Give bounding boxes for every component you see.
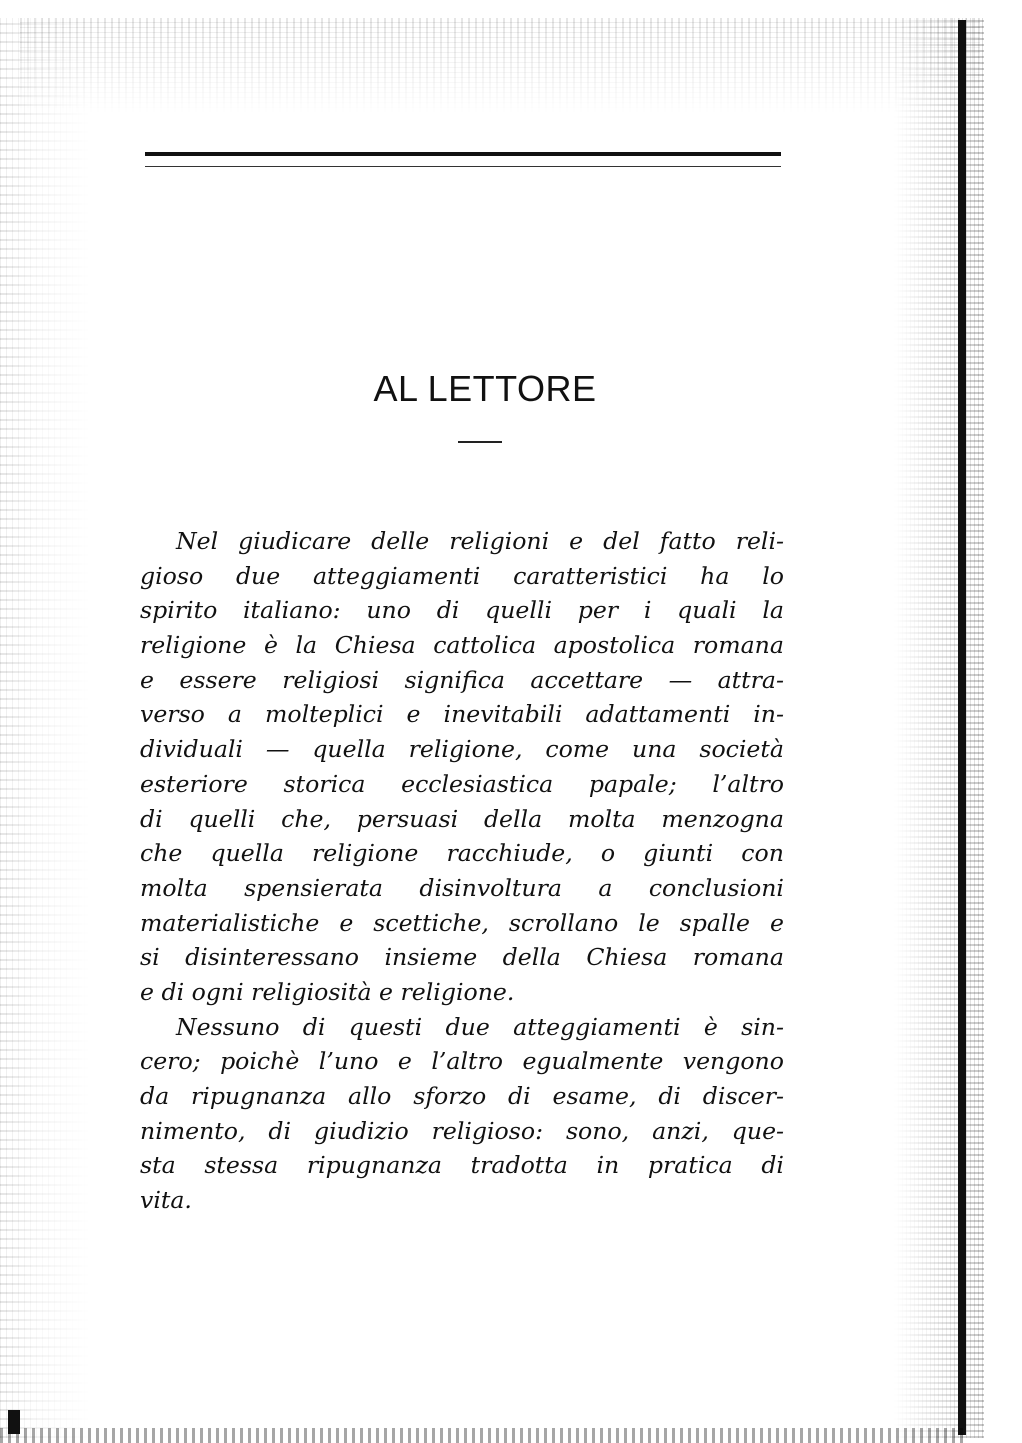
scan-noise-top <box>20 18 980 113</box>
header-rule-thick <box>145 152 781 156</box>
corner-mark <box>8 1410 20 1434</box>
text-line: di quelli che, persuasi della molta menzogna <box>140 804 784 833</box>
text-line: Nessuno di questi due atteggiamenti è sin- <box>176 1012 784 1041</box>
header-rule-thin <box>145 166 781 167</box>
text-line: molta spensierata disinvoltura a conclusioni <box>140 873 784 902</box>
text-line: gioso due atteggiamenti caratteristici ha lo <box>140 561 784 590</box>
text-line: spirito italiano: uno di quelli per i quali la <box>140 596 784 625</box>
title-divider <box>458 441 502 443</box>
text-line: da ripugnanza allo sforzo di esame, di discer- <box>140 1082 784 1110</box>
text-line: sta stessa ripugnanza tradotta in pratica di <box>140 1151 784 1180</box>
text-line: nimento, di giudizio religioso: sono, anzi, que- <box>140 1116 784 1145</box>
text-line: religione è la Chiesa cattolica apostolica romana <box>140 631 784 660</box>
text-line: e di ogni religiosità e religione. <box>140 977 515 1006</box>
text-line: si disinteressano insieme della Chiesa romana <box>140 943 784 972</box>
text-line: vita. <box>140 1186 192 1215</box>
text-line: verso a molteplici e inevitabili adattamenti in- <box>140 700 784 729</box>
text-line: cero; poichè l’uno e l’altro egualmente vengono <box>140 1047 784 1076</box>
scan-noise-right <box>894 18 984 1438</box>
scan-noise-bottom <box>0 1428 966 1443</box>
text-line: esteriore storica ecclesiastica papale; l’altro <box>140 769 784 798</box>
body-text <box>140 524 784 1218</box>
text-line: materialistiche e scettiche, scrollano le spalle e <box>140 908 784 937</box>
text-line: dividuali — quella religione, come una società <box>140 735 784 764</box>
text-line: e essere religiosi significa accettare — attra- <box>140 665 784 694</box>
book-spine-shadow <box>958 20 966 1435</box>
text-line: Nel giudicare delle religioni e del fatto reli- <box>176 527 784 555</box>
page-title: AL LETTORE <box>373 368 597 409</box>
scan-noise-left <box>0 18 90 1438</box>
text-line: che quella religione racchiude, o giunti con <box>140 839 784 868</box>
